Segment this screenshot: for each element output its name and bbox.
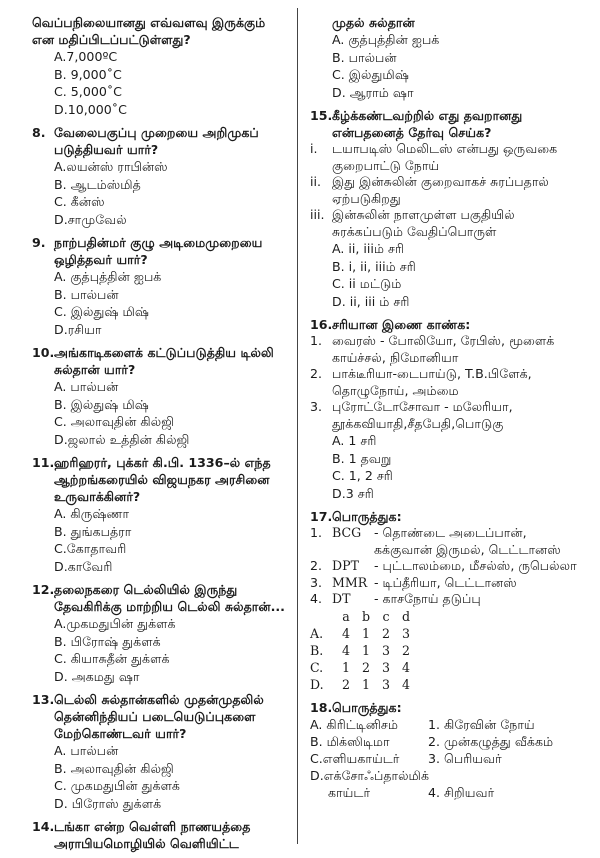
option-b: B. துங்கபத்ரா xyxy=(54,523,132,539)
question-text: அங்காடிகளைக் கட்டுப்படுத்திய டில்லி சுல்தான் யார்? xyxy=(54,345,274,377)
statement: 2. பாக்டீரியா-டைபாய்டு, T.B.பிளேக், தொழுநோய், அம்மை xyxy=(310,366,532,398)
option-a: A. பால்பன் xyxy=(54,743,119,758)
option-d: D. அகமது ஷா xyxy=(54,668,140,684)
answer-grid-header: a b c d xyxy=(342,608,411,624)
option-c: C. 1, 2 சரி xyxy=(332,468,393,483)
option-a: A. கிருஷ்ணா xyxy=(54,506,130,521)
question-18 xyxy=(310,699,578,801)
question-number: 11. xyxy=(32,455,55,470)
question-text: டெல்லி சுல்தான்களில் முதன்முதலில் தென்னிந்தியப் படையெடுப்புகளை மேற்கொண்டவர் யார்? xyxy=(54,692,264,741)
option-b: B. இல்துஷ் மிஷ் xyxy=(54,396,149,412)
answer-grid-row: C. 1 2 3 4 xyxy=(310,659,410,675)
option-b: B. பால்பன் xyxy=(332,49,397,65)
option-b: B. 1 தவறு xyxy=(332,450,392,466)
option-a: A.7,000ºC xyxy=(54,49,118,64)
question-15 xyxy=(310,107,578,310)
question-9 xyxy=(32,234,286,338)
question-text: சரியான இணை காண்க: xyxy=(332,317,471,332)
option-d: D. ஆராம் ஷா xyxy=(332,84,414,100)
question-text: ஹரிஹரர், புக்கர் கி.பி. 1336–ல் எந்த ஆற்றங்கரையில் விஜயநகர அரசினை உருவாக்கினர்? xyxy=(54,455,271,504)
option-d: D.3 சரி xyxy=(332,485,374,501)
column-divider xyxy=(297,8,298,844)
left-column xyxy=(32,14,286,858)
question-number: 12. xyxy=(32,582,55,597)
option-c: C. கியாசுதீன் துக்ளக் xyxy=(54,651,170,666)
option-b: B. பிரோஷ் துக்ளக் xyxy=(54,633,161,649)
question-17 xyxy=(310,508,578,693)
question-text: தலைநகரை டெல்லியில் இருந்து தேவகிரிக்கு மாற்றிய டெல்லி சுல்தான்... xyxy=(54,582,285,614)
option-c: C. இல்துஷ் மிஷ் xyxy=(54,304,150,319)
option-a: A. குத்புத்தின் ஐபக் xyxy=(332,32,440,47)
option-a: A. 1 சரி xyxy=(332,433,377,448)
option-b: B. அலாவுதின் கில்ஜி xyxy=(54,760,174,776)
match-row: B. மிக்ஸிடிமா 2. முன்கழுத்து வீக்கம் xyxy=(310,733,554,749)
question-number: 9. xyxy=(32,235,46,250)
option-d: D.ஜலால் உத்தின் கில்ஜி xyxy=(54,431,190,447)
question-number: 16. xyxy=(310,317,333,332)
question-8 xyxy=(32,124,286,228)
match-row: C.எளியகாய்டர் 3. பெரியவர் xyxy=(310,750,502,766)
question-text: வேலைபகுப்பு முறையை அறிமுகப் படுத்தியவர் யார்? xyxy=(54,125,259,157)
option-d: D.10,000˚C xyxy=(54,101,127,117)
option-b: B. 9,000˚C xyxy=(54,66,122,82)
match-pair: 2. DPT - புட்டாலம்மை, மீசல்ஸ், ருபெல்லா xyxy=(310,558,577,573)
statement: ii. இது இன்சுலின் குறைவாகச் சுரப்பதால் ஏற்படுகிறது xyxy=(310,174,549,206)
option-c: C.கோதாவரி xyxy=(54,541,127,556)
question-number: 13. xyxy=(32,692,55,707)
question-number: 15. xyxy=(310,108,333,123)
option-a: A. குத்புத்தின் ஐபக் xyxy=(54,269,162,284)
option-b: B. பால்பன் xyxy=(54,286,119,302)
match-pair: 4. DT - காசநோய் தடுப்பு xyxy=(310,591,481,606)
option-c: C. முகமதுபின் துக்ளக் xyxy=(54,778,180,793)
question-16 xyxy=(310,316,578,502)
option-a: A. பால்பன் xyxy=(54,379,119,394)
question-12 xyxy=(32,581,286,685)
question-text: டங்கா என்ற வெள்ளி நாணயத்தை அராபியமொழியில் வெளியிட்ட xyxy=(54,819,251,851)
right-column xyxy=(310,14,578,807)
match-pair: 3. MMR - டிப்தீரியா, டெட்டானஸ் xyxy=(310,574,517,590)
question-11 xyxy=(32,454,286,575)
question-text: பொருத்துக: xyxy=(332,699,402,715)
statement: iii. இன்சுலின் நாளமுள்ள பகுதியில் சுரக்கப்படும் வேதிப்பொருள் xyxy=(310,207,515,239)
question-text: வெப்பநிலையானது எவ்வளவு இருக்கும் என மதிப்பிடப்பட்டுள்ளது? xyxy=(32,15,266,47)
answer-grid-row: A. 4 1 2 3 xyxy=(310,625,410,641)
question-13 xyxy=(32,691,286,812)
match-pair: 1. BCG - தொண்டை அடைப்பான், கக்குவான் இருமல், டெட்டானஸ் xyxy=(310,525,561,557)
match-row: A. கிரிட்டினிசம் 1. கிரேவின் நோய் xyxy=(310,716,535,732)
question-14-continued xyxy=(310,14,578,101)
question-7 xyxy=(32,14,286,118)
question-text: கீழ்க்கண்டவற்றில் எது தவறானது என்பதனைத் தேர்வு செய்க? xyxy=(332,108,523,140)
match-row: காய்டர் 4. சிறியவர் xyxy=(328,784,495,800)
question-10 xyxy=(32,344,286,448)
statement: i. டயாபடிஸ் மெலிடஸ் என்பது ஒருவகை குறைபாட்டு நோய் xyxy=(310,141,558,173)
option-d: D.ரசியா xyxy=(54,321,102,337)
question-number: 14. xyxy=(32,819,55,834)
statement: 3. புரோட்டோசோவா - மலேரியா, தூக்கவியாதி,சீதபேதி,பொடுகு xyxy=(310,399,513,431)
question-number: 10. xyxy=(32,345,55,360)
statement: 1. வைரஸ் - போலியோ, ரேபிஸ், மூளைக் காய்ச்சல், நிமோனியா xyxy=(310,333,555,365)
question-text: பொருத்துக: xyxy=(332,509,402,524)
option-c: C. ii மட்டும் xyxy=(332,276,402,291)
option-b: B. i, ii, iiiம் சரி xyxy=(332,258,416,274)
option-d: D.காவேரி xyxy=(54,558,113,574)
option-a: A.லயன்ஸ் ராபின்ஸ் xyxy=(54,159,168,174)
option-c: C. அலாவுதின் கில்ஜி xyxy=(54,414,174,429)
question-number: 8. xyxy=(32,125,46,140)
match-row: D.எக்சோஃப்தால்மிக் xyxy=(310,767,430,783)
option-c: C. இல்துமிஷ் xyxy=(332,67,409,82)
answer-grid-row: D. 2 1 3 4 xyxy=(310,676,410,692)
question-text: நாற்பதின்மர் குழு அடிமைமுறையை ஒழித்தவர் யார்? xyxy=(54,235,263,267)
question-text-continued: முதல் சுல்தான் xyxy=(332,15,415,30)
question-number: 18. xyxy=(310,699,333,715)
option-d: D.சாமுவேல் xyxy=(54,211,127,227)
answer-grid-row: B. 4 1 3 2 xyxy=(310,642,410,658)
question-number: 17. xyxy=(310,509,333,524)
option-c: C. கீன்ஸ் xyxy=(54,194,105,209)
option-c: C. 5,000˚C xyxy=(54,84,122,99)
option-b: B. ஆடம்ஸ்மித் xyxy=(54,176,141,192)
option-d: D. ii, iii ம் சரி xyxy=(332,293,410,309)
option-d: D. பிரோஸ் துக்ளக் xyxy=(54,795,162,811)
option-a: A. ii, iiiம் சரி xyxy=(332,241,405,256)
option-a: A.முகமதுபின் துக்ளக் xyxy=(54,616,176,631)
question-14 xyxy=(32,818,286,852)
